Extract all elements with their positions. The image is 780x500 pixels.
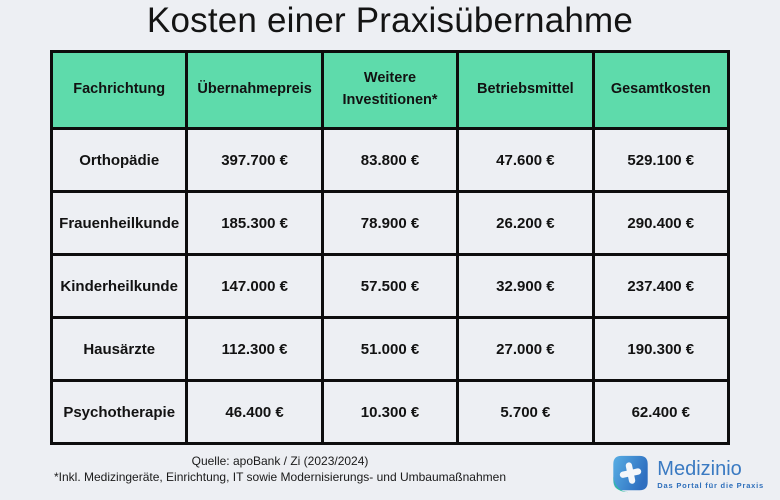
cell-gesamtkosten: 290.400 € [593, 192, 728, 255]
cell-betriebsmittel: 27.000 € [458, 318, 593, 381]
cell-fachrichtung: Frauenheilkunde [52, 192, 187, 255]
cell-uebernahmepreis: 185.300 € [187, 192, 322, 255]
cell-weitere-investitionen: 51.000 € [322, 318, 457, 381]
medizinio-logo-icon [612, 455, 649, 493]
logo-tagline: Das Portal für die Praxis [657, 480, 764, 490]
table-row [52, 255, 729, 318]
column-header-weitere-investitionen: Weitere Investitionen* [322, 52, 457, 129]
column-header-betriebsmittel: Betriebsmittel [458, 52, 593, 129]
medizinio-logo [612, 455, 764, 493]
cell-fachrichtung: Orthopädie [52, 129, 187, 192]
footnote-line: *Inkl. Medizingeräte, Einrichtung, IT sowie Modernisierungs- und Umbaumaßnahmen [54, 470, 506, 484]
source-line: Quelle: apoBank / Zi (2023/2024) [191, 454, 369, 468]
table-body [52, 129, 729, 444]
cell-weitere-investitionen: 10.300 € [322, 381, 457, 444]
cell-weitere-investitionen: 83.800 € [322, 129, 457, 192]
cell-fachrichtung: Psychotherapie [52, 381, 187, 444]
cell-uebernahmepreis: 112.300 € [187, 318, 322, 381]
table-row [52, 318, 729, 381]
cell-fachrichtung: Kinderheilkunde [52, 255, 187, 318]
footer-text-block [0, 453, 560, 485]
cell-uebernahmepreis: 397.700 € [187, 129, 322, 192]
cell-gesamtkosten: 62.400 € [593, 381, 728, 444]
cell-betriebsmittel: 47.600 € [458, 129, 593, 192]
cell-fachrichtung: Hausärzte [52, 318, 187, 381]
cell-betriebsmittel: 32.900 € [458, 255, 593, 318]
logo-text-column [657, 459, 764, 490]
cell-betriebsmittel: 5.700 € [458, 381, 593, 444]
cell-gesamtkosten: 190.300 € [593, 318, 728, 381]
logo-name: Medizinio [657, 457, 742, 480]
cell-gesamtkosten: 237.400 € [593, 255, 728, 318]
table-header [52, 52, 729, 129]
table-row [52, 381, 729, 444]
cell-uebernahmepreis: 147.000 € [187, 255, 322, 318]
cell-weitere-investitionen: 78.900 € [322, 192, 457, 255]
page-title: Kosten einer Praxisübernahme [146, 1, 634, 40]
table-row [52, 192, 729, 255]
column-header-uebernahmepreis: Übernahmepreis [187, 52, 322, 129]
cell-uebernahmepreis: 46.400 € [187, 381, 322, 444]
cell-gesamtkosten: 529.100 € [593, 129, 728, 192]
column-header-gesamtkosten: Gesamtkosten [593, 52, 728, 129]
table-row [52, 129, 729, 192]
cell-betriebsmittel: 26.200 € [458, 192, 593, 255]
table-header-row [52, 52, 729, 129]
column-header-fachrichtung: Fachrichtung [52, 52, 187, 129]
cell-weitere-investitionen: 57.500 € [322, 255, 457, 318]
cost-table [50, 50, 730, 445]
